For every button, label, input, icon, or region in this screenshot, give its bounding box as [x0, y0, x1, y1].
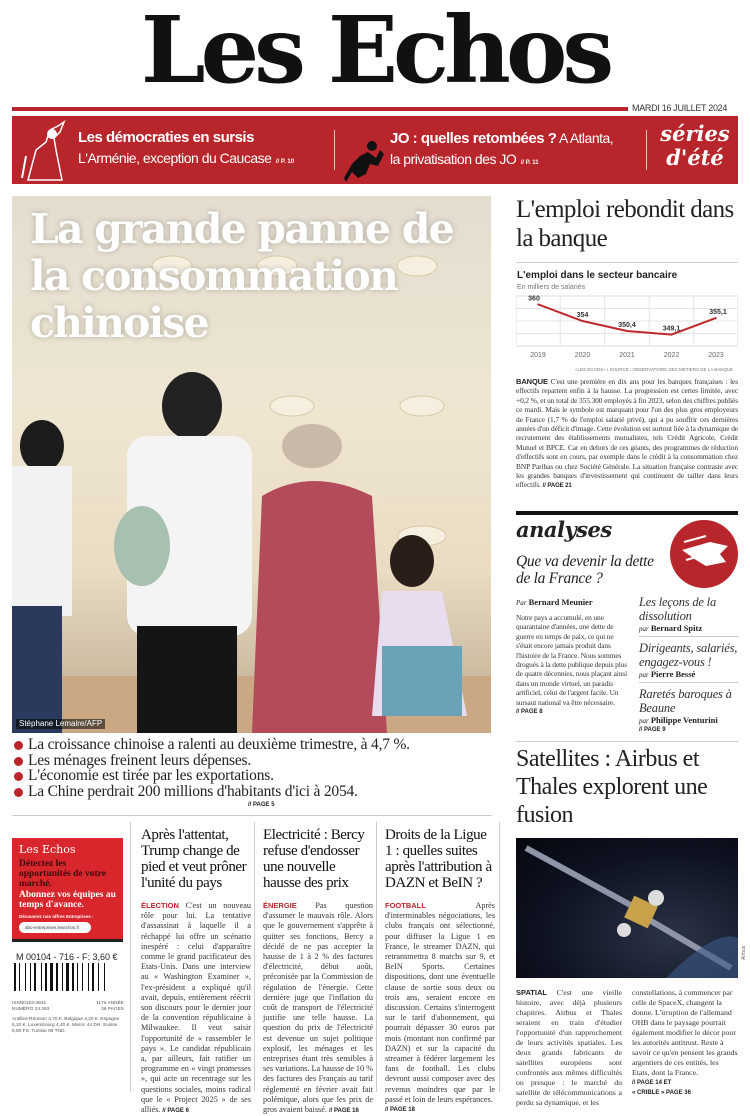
x-tick-label: 2021 — [619, 352, 635, 359]
ad-brand: Les Echos — [19, 843, 76, 856]
barcode-bar — [30, 963, 31, 991]
article-text — [385, 901, 495, 1115]
opinions-list — [639, 595, 738, 733]
article-kicker: SPATIAL — [516, 988, 547, 997]
ad-bottom-rule — [12, 939, 123, 942]
chart-subtitle: En milliers de salariés — [517, 284, 586, 291]
article-kicker: FOOTBALL — [385, 901, 426, 910]
article-body: C'est une première en dix ans pour les banques françaises : les effectifs repartent enfin à la hausse. La progression est certes limitée, avec +0,2 %, et un total de 355.300 employés à fin 2023, selon des chiffres publiés ce mardi. Mais le symbole est marquant pour l'un des plus gros employeurs de France (1,7 % de l'emploi salarié privé), qui a pu souffrir ces dernières années d'un déficit d'image. Cette évolution est surtout liée à la dynamique de recrutement des établissements mutualistes, tels Crédit Agricole, Crédit Mutuel et BPCE. Car en dehors de ces géants, des programmes de réduction d'effectifs sont en cours, par exemple dans le crédit à la consommation chez BNP Paribas ou chez Société Générale. La situation française contraste avec les grandes banques d'investissement qui continuent de tailler dans leurs effectifs. — [516, 377, 739, 490]
masthead-logo[interactable]: Les Echos — [140, 0, 610, 104]
satellites-headline[interactable]: Satellites : Airbus et Thales explorent une fusion — [516, 746, 708, 828]
ad-and-barcode-column — [12, 838, 124, 1035]
data-point — [715, 317, 717, 319]
barcode-bar — [25, 963, 26, 991]
data-point — [582, 320, 584, 322]
article-page-ref[interactable]: « CRIBLE » PAGE 36 — [632, 1090, 691, 1096]
ad-url-button[interactable]: abo-entreprises.lesechos.fr — [19, 922, 91, 933]
subscription-ad[interactable] — [12, 838, 123, 939]
data-label: 354 — [576, 312, 589, 319]
page-count: 36 PAGES — [101, 1007, 124, 1012]
opinion-item[interactable] — [639, 637, 738, 683]
bullet-item: Les ménages freinent leurs dépenses. — [12, 753, 492, 769]
analyses-page-ref[interactable]: // PAGE 8 — [516, 709, 543, 716]
by-prefix: Par — [516, 599, 527, 607]
article-headline[interactable]: Electricité : Bercy refuse d'endosser une nouvelle hausse des prix — [263, 827, 365, 891]
liberty-illustration-icon — [18, 120, 78, 182]
by-prefix: par — [639, 671, 649, 679]
photo-credit: Stéphane Lemaire/AFP — [16, 719, 105, 729]
article-text — [263, 901, 373, 1116]
analyses-question[interactable]: Que va devenir la dette de la France ? — [516, 553, 654, 587]
author-name: Bernard Meunier — [528, 597, 593, 607]
data-point — [626, 330, 628, 332]
banner-item-1 — [78, 128, 330, 172]
ad-line-1: Détectez les opportunités de votre marché. — [19, 859, 106, 889]
x-tick-label: 2019 — [530, 352, 546, 359]
barcode-bar — [72, 963, 74, 991]
series-label — [658, 122, 732, 170]
banner-page-1: // P. 10 — [275, 159, 295, 165]
barcode-bar — [19, 963, 20, 991]
issn-number: ISSN0153-4831 — [12, 1001, 47, 1006]
foreign-prices: Antilles-Réunion 4,70 €. Belgique 4,20 €. Espagne 5,10 €. Luxembourg 4,40 €. Maroc 44 DH. Suisse 6,80 FS. Tunisie 08 TND. — [12, 1017, 120, 1034]
bullet-item: La croissance chinoise a ralenti au deuxième trimestre, à 4,7 %. — [12, 737, 492, 753]
article-page-ref[interactable]: // PAGE 18 — [385, 1107, 415, 1114]
satellites-body-col1 — [516, 988, 622, 1108]
by-prefix: par — [639, 717, 649, 725]
article-headline[interactable]: Après l'attentat, Trump change de pied et veut prôner l'unité du pays — [141, 827, 247, 891]
satellite-illustration — [516, 838, 738, 978]
barcode-bar — [66, 963, 69, 991]
section-rule — [516, 511, 738, 515]
header-rule — [12, 107, 628, 111]
lead-photo[interactable] — [12, 196, 491, 733]
article-text — [141, 901, 251, 1116]
bullet-item: L'économie est tirée par les exportations. — [12, 768, 492, 784]
lead-bullets — [12, 737, 492, 799]
opinion-item[interactable] — [639, 595, 738, 637]
emploi-headline[interactable]: L'emploi rebondit dans la banque — [516, 196, 734, 252]
article-page-ref[interactable]: // PAGE 14 ET — [632, 1080, 672, 1086]
opinion-title: Les leçons de la dissolution — [639, 595, 716, 623]
article-body: Pas question d'assumer le mauvais rôle. Alors que le gouvernement s'apprête à quitter ses fonctions, Bercy a décidé de ne pas accepter la hausse de 1 à 2 % des factures d'électricité, début août, préconisée par la Commission de régulation de l'énergie. Cette dernière juge que l'inflation du coût de transport de l'électricité justifie une telle hausse. La question du prix de l'électricité est devenue un sujet politique explosif, les ménages et les entreprises étant très sensibles à ses variations. La hausse de 10 % des factures des Français au tarif réglementé en février avait fait polémique, alors que les prix de gros avaient baissé. — [263, 901, 374, 1115]
barcode-bar — [62, 963, 63, 991]
satellite-photo-credit: Airbus — [741, 945, 747, 960]
lead-page-ref[interactable]: // PAGE 5 — [248, 802, 275, 808]
banner-title-1: Les démocraties en sursis — [78, 129, 254, 146]
year-number: 117e ANNÉE — [96, 1001, 124, 1006]
opinion-item[interactable] — [639, 683, 738, 733]
article-kicker: ÉNERGIE — [263, 901, 297, 910]
barcode-bar — [82, 963, 83, 991]
data-point — [671, 334, 673, 336]
article-body: C'est un nouveau rôle pour lui. La tentative d'assassinat à laquelle il a réchappé lui offre un scénario inespéré : celui d'apparaître comme le grand pacificateur des Etats-Unis. Dans une interview au « Washington Examiner », l'ex-président a expliqué qu'il avait, depuis, entièrement réécrit son discours pour le dernier jour de la convention républicaine à Milwaukee. Il veut saisir l'opportunité de « rassembler le pays ». Le candidat républicain a, par ailleurs, fait ratifier un programme en « vingt promesses », qui acte un recentrage sur les questions sociales, moins radical que le « Project 2025 » de ses alliés. — [141, 901, 251, 1115]
satellites-body-col2 — [632, 988, 738, 1098]
article-body: constellations, à commencer par celle de SpaceX, changent la donne. L'irruption de l'allemand OHB dans le paysage pourrait également modifier le décor pour les autorités antitrust. Reste à savoir ce qu'en pensent les grands argentiers de ces entités, les Etats, dont la France. — [632, 988, 738, 1077]
article-body: C'est une vieille histoire, avec déjà plusieurs chapitres. Airbus et Thales seraient en train d'étudier l'opportunité d'un rapprochement de leurs activités spatiales. Les deux grands fabricants de satellites européens sont confrontés aux mêmes difficultés ou presque : le marché du satellite de télécommunications a perdu sa dynamique, et les — [516, 988, 622, 1107]
analyses-label: analyses — [516, 517, 612, 542]
barcode-bar — [88, 963, 89, 991]
bullet-item: La Chine perdrait 200 millions d'habitants d'ici à 2054. — [12, 784, 492, 800]
column-divider — [499, 822, 500, 1092]
article-body: Après d'interminables négociations, les clubs français ont sélectionné, pour diffuser la Ligue 1 en France, le streamer DAZN, qui retransmettra 8 matchs sur 9, et BeIN Sports. Certaines dispositions, dont une éventuelle clause de sortie sous deux ou trois ans, seraient encore en discussion. Certains s'interrogent sur le tarif d'abonnement, qui pourrait dépasser 30 euros par mois (montant non confirmé par DAZN) et sur la capacité du streamer à fédérer largement les fans de football. Les clubs devront aussi composer avec des revenus moindres que par le passé et loin de leurs espérances. — [385, 901, 495, 1104]
satellite-photo — [516, 838, 738, 978]
barcode-bar — [104, 963, 105, 991]
banner-page-2: // P. 11 — [520, 160, 539, 166]
chart-title: L'emploi dans le secteur bancaire — [517, 270, 678, 281]
issn — [12, 1001, 49, 1013]
article-page-ref[interactable]: // PAGE 16 — [328, 1108, 359, 1115]
opinion-title: Dirigeants, salariés, engagez-vous ! — [639, 641, 738, 669]
barcode-bar — [56, 963, 58, 991]
ad-line-2: Abonnez vos équipes au temps d'avance. — [19, 890, 116, 910]
x-tick-label: 2022 — [663, 352, 680, 359]
employment-line-chart — [516, 294, 738, 362]
banner-divider — [646, 130, 647, 170]
article-kicker: BANQUE — [516, 377, 548, 386]
hermes-logo-icon — [670, 520, 738, 588]
x-tick-label: 2023 — [708, 352, 724, 359]
opinions-page-ref[interactable]: // PAGE 9 — [639, 727, 666, 733]
lead-headline[interactable]: La grande panne de la consommation chinoise — [30, 205, 453, 347]
issue-meta — [96, 1001, 124, 1013]
opinion-title: Raretés baroques à Beaune — [639, 687, 732, 715]
article-kicker: ÉLECTION — [141, 901, 179, 910]
article-page-ref[interactable]: // PAGE 6 — [162, 1108, 189, 1115]
barcode — [14, 963, 121, 991]
barcode-bar — [50, 963, 53, 991]
runner-silhouette-icon — [338, 138, 386, 184]
barcode-bar — [14, 963, 16, 991]
x-tick-label: 2020 — [574, 352, 591, 359]
barcode-bar — [77, 963, 78, 991]
analyses-body: Notre pays a accumulé, en une quarantaine d'années, une dette de guerre en temps de paix, ce qui ne s'était encore jamais produit dans l'histoire de la France. Nous sommes drogués à la dette publique depuis plus de quatre décennies, nous plaçant ainsi dans un monde virtuel, un paradis artificiel, celui de l'argent facile. Un sursaut national va être nécessaire. — [516, 613, 628, 707]
article-trump — [141, 827, 251, 1116]
analyses-byline — [516, 597, 630, 607]
data-label: 355,1 — [709, 308, 727, 316]
article-headline[interactable]: Droits de la Ligue 1 : quelles suites après l'attribution à DAZN et BeIN ? — [385, 827, 492, 891]
banner-subtitle-2: la privatisation des JO — [390, 151, 517, 167]
barcode-bar — [34, 963, 36, 991]
column-divider — [130, 822, 131, 1092]
issue-date: MARDI 16 JUILLET 2024 — [632, 103, 728, 113]
article-electricite — [263, 827, 373, 1116]
author-name: Philippe Venturini — [650, 715, 718, 725]
author-name: Bernard Spitz — [650, 623, 703, 633]
divider — [12, 815, 492, 816]
article-page-ref[interactable]: // PAGE 21 — [542, 483, 572, 490]
analyses-article — [516, 597, 630, 715]
data-point — [537, 304, 539, 306]
barcode-bar — [41, 963, 42, 991]
banner-divider — [334, 130, 335, 170]
column-divider — [376, 822, 377, 1092]
column-divider — [254, 822, 255, 1092]
data-label: 350,4 — [618, 322, 636, 329]
barcode-bar — [98, 963, 99, 991]
banner-subtitle-1: L'Arménie, exception du Caucase — [78, 150, 272, 166]
divider — [516, 741, 738, 742]
emploi-article — [516, 377, 738, 492]
barcode-code: M 00104 - 716 - F: 3,60 € — [16, 952, 118, 962]
issue-info — [12, 1001, 124, 1013]
banner-title-2: JO : quelles retombées ? — [390, 130, 557, 147]
summer-series-banner[interactable] — [12, 116, 738, 184]
author-name: Pierre Bessé — [650, 669, 696, 679]
ad-cta-text: Découvrez nos offres Entreprises : — [19, 914, 94, 919]
by-prefix: par — [639, 625, 649, 633]
data-label: 360 — [528, 295, 540, 303]
data-label: 349,1 — [662, 325, 681, 333]
issue-number: NUMÉRO 24.263 — [12, 1007, 50, 1012]
chart-source: «LES ÉCHOS» / SOURCE : OBSERVATOIRE DES MÉTIERS DE LA BANQUE — [575, 367, 734, 372]
banner-title-2-rest: A Atlanta, — [556, 130, 614, 146]
banner-item-2 — [390, 128, 642, 173]
lead-summary — [12, 737, 492, 808]
barcode-bar — [45, 963, 47, 991]
article-ligue1 — [385, 827, 495, 1115]
series-line-2: d'été — [666, 145, 724, 170]
series-line-1: séries — [660, 121, 730, 146]
divider — [516, 262, 738, 263]
barcode-bar — [92, 963, 94, 991]
